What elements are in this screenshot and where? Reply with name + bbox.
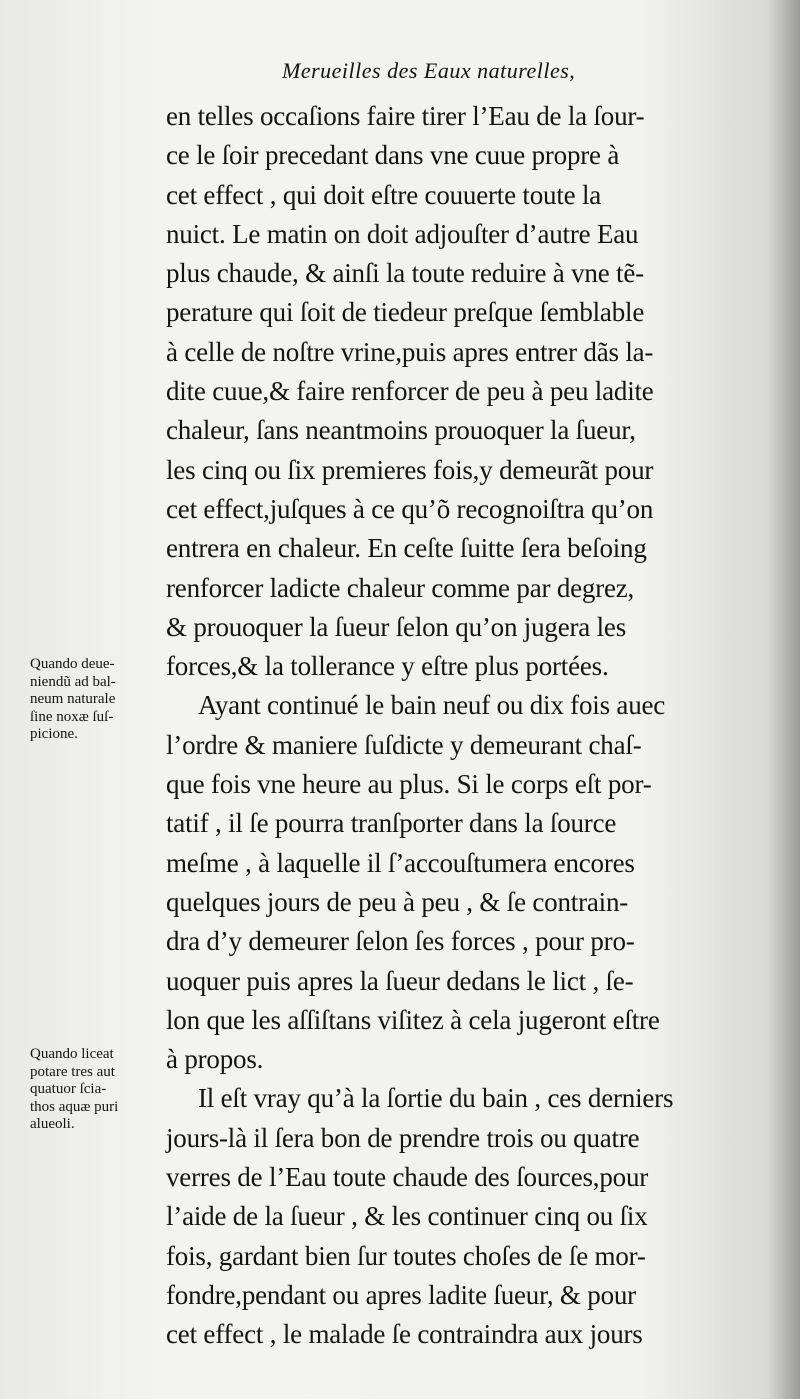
text-line: jours-là il ſera bon de prendre trois ou quatre [166,1122,640,1153]
text-line: tatif , il ſe pourra tranſporter dans la ſource [166,808,617,839]
text-line: cet effect , le malade ſe contraindra aux jours [166,1319,643,1350]
body-text [166,97,766,1355]
text-line: entrera en chaleur. En ceſte ſuitte ſera beſoing [166,533,647,564]
text-line: forces,& la tollerance y eſtre plus portées. [166,651,609,682]
text-line: fondre,pendant ou apres ladite ſueur, & pour [166,1279,636,1310]
text-line: que fois vne heure au plus. Si le corps eſt por- [166,769,652,800]
text-line: quelques jours de peu à peu , & ſe contrain- [166,886,629,917]
margin-note-line: quatuor ſcia- [30,1081,107,1097]
text-line: ce le ſoir precedant dans vne cuue propre à [166,140,620,171]
margin-note-line: thos aquæ puri [30,1098,119,1115]
running-head: Merueilles des Eaux naturelles, [282,58,576,83]
text-line: renforcer ladicte chaleur comme par degrez, [166,572,635,603]
text-line: fois, gardant bien ſur toutes choſes de ſe mor- [166,1240,646,1271]
text-line: verres de l’Eau toute chaude des ſources,pour [166,1162,649,1193]
text-line: l’ordre & maniere ſuſdicte y demeurant chaſ- [166,729,642,760]
text-line: Ayant continué le bain neuf ou dix fois auec [198,690,666,721]
text-line: meſme , à laquelle il ſ’accouſtumera encores [166,847,635,878]
margin-note-line: picione. [30,726,78,742]
margin-note-line: niendũ ad bal- [30,673,116,690]
text-line: plus chaude, & ainſi la toute reduire à vne tẽ- [166,258,644,289]
margin-note-line: neum naturale [30,691,116,707]
text-line: Il eſt vray qu’à la ſortie du bain , ces derniers [198,1083,674,1114]
margin-note-line: Quando liceat [30,1046,114,1062]
margin-note-drinking [30,1046,170,1134]
text-line: nuict. Le matin on doit adjouſter d’autre Eau [166,218,639,249]
text-line: dra d’y demeurer ſelon ſes forces , pour pro- [166,926,635,957]
text-line: à propos. [166,1044,264,1075]
text-line: dite cuue,& faire renforcer de peu à peu ladite [166,376,654,407]
margin-note-bathing [30,656,170,744]
margin-note-line: ſine noxæ ſuſ- [30,708,114,725]
text-line: cet effect,juſques à ce qu’õ recognoiſtra qu’on [166,493,654,524]
text-line: perature qui ſoit de tiedeur preſque ſemblable [166,297,645,328]
margin-note-line: potare tres aut [30,1063,115,1080]
text-line: uoquer puis apres la ſueur dedans le lict , ſe- [166,965,634,996]
text-line: cet effect , qui doit eſtre couuerte toute la [166,179,602,210]
text-line: les cinq ou ſix premieres fois,y demeurãt pour [166,454,654,485]
text-line: l’aide de la ſueur , & les continuer cinq ou ſix [166,1201,648,1232]
text-line: à celle de noſtre vrine,puis apres entrer dãs la- [166,336,654,367]
text-line: chaleur, ſans neantmoins prouoquer la ſueur, [166,415,636,446]
text-line: lon que les aſſiſtans viſitez à cela jugeront eſtre [166,1004,660,1035]
text-line: & prouoquer la ſueur ſelon qu’on jugera les [166,611,627,642]
text-line: en telles occaſions faire tirer l’Eau de la ſour- [166,101,645,131]
margin-note-line: Quando deue- [30,656,115,672]
margin-note-line: alueoli. [30,1116,75,1132]
